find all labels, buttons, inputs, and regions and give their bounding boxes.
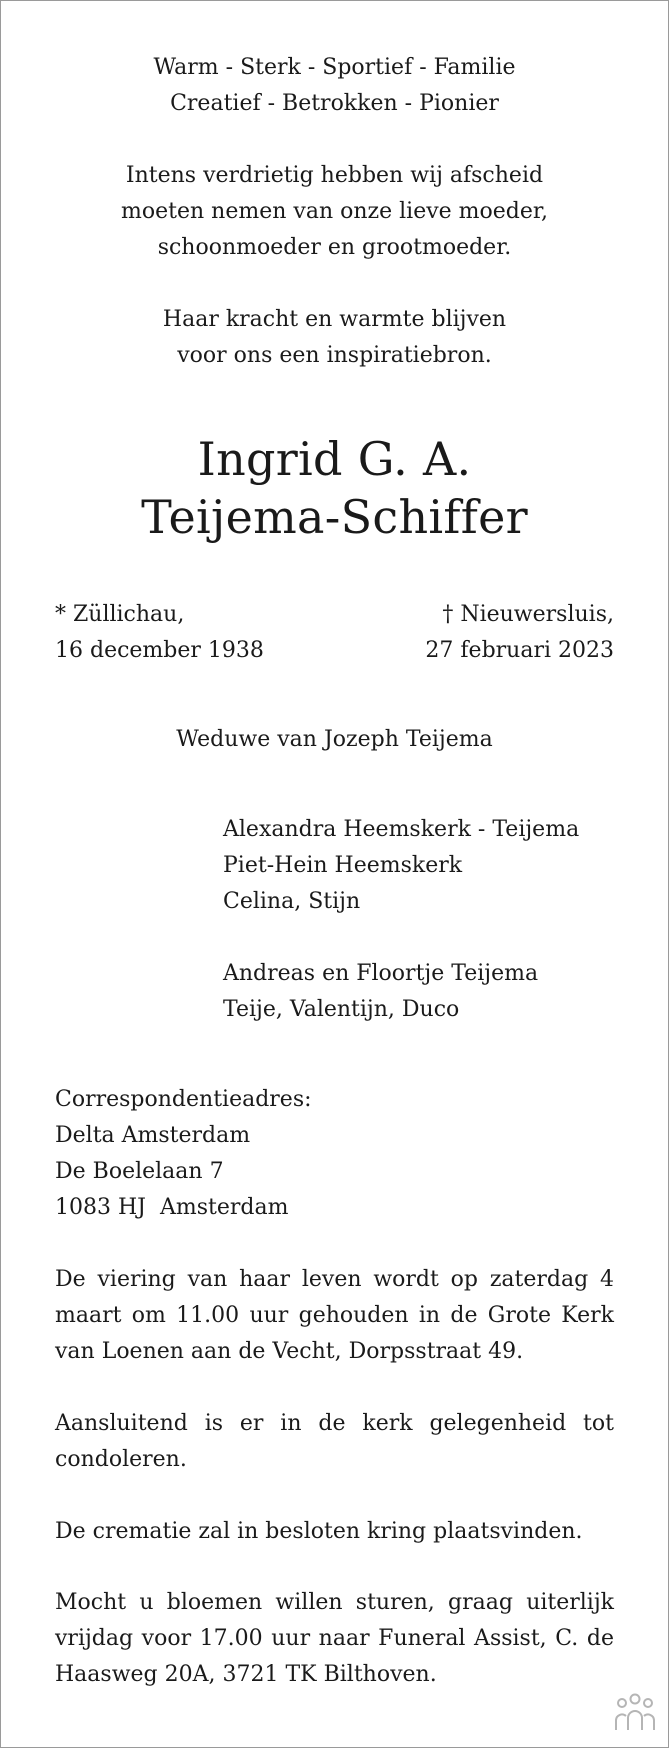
widow-line: Weduwe van Jozeph Teijema [176,727,493,752]
people-logo-icon [612,1692,658,1732]
cremation-paragraph: De crematie zal in besloten kring plaatsvinden. [55,1519,583,1544]
family-member: Alexandra Heemskerk - Teijema [223,817,580,842]
traits [0,50,669,122]
intro-line-2: moeten nemen van onze lieve moeder, [121,199,548,224]
condolence-paragraph: Aansluitend is er in de kerk gelegenheid tot condoleren. [55,1411,614,1472]
intro-text [0,158,669,266]
address-line-2: De Boelelaan 7 [55,1159,224,1184]
birth-date: 16 december 1938 [55,638,264,663]
flowers-paragraph: Mocht u bloemen willen sturen, graag uiterlijk vrijdag voor 17.00 uur naar Funeral Assist, C. de Haasweg 20A, 3721 TK Bilthoven. [55,1590,614,1687]
birth-place: * Züllichau, [55,602,185,627]
name-line-2: Teijema-Schiffer [141,490,528,544]
quote-line-2: voor ons een inspiratiebron. [177,343,492,368]
intro-line-1: Intens verdrietig hebben wij afscheid [125,163,544,188]
family-group-2 [223,956,538,1028]
death-place: † Nieuwersluis, [442,602,614,627]
family-member: Teije, Valentijn, Duco [223,997,460,1022]
traits-line-1: Warm - Sterk - Sportief - Familie [153,55,516,80]
intro-line-3: schoonmoeder en grootmoeder. [157,235,512,260]
address-line-1: Delta Amsterdam [55,1123,251,1148]
birth-info [55,597,264,669]
correspondence-address [55,1082,312,1226]
death-info [425,597,614,669]
deceased-name [0,430,669,546]
family-member: Celina, Stijn [223,889,361,914]
quote-line-1: Haar kracht en warmte blijven [162,307,507,332]
traits-line-2: Creatief - Betrokken - Pionier [170,91,499,116]
address-line-3: 1083 HJ Amsterdam [55,1195,289,1220]
death-date: 27 februari 2023 [425,638,614,663]
ceremony-paragraph: De viering van haar leven wordt op zaterdag 4 maart om 11.00 uur gehouden in de Grote Kerk van Loenen aan de Vecht, Dorpsstraat 49. [55,1267,614,1364]
address-label: Correspondentieadres: [55,1087,312,1112]
name-line-1: Ingrid G. A. [197,432,472,486]
family-group-1 [223,812,579,920]
family-member: Piet-Hein Heemskerk [223,853,463,878]
family-member: Andreas en Floortje Teijema [223,961,539,986]
quote-text [0,302,669,374]
